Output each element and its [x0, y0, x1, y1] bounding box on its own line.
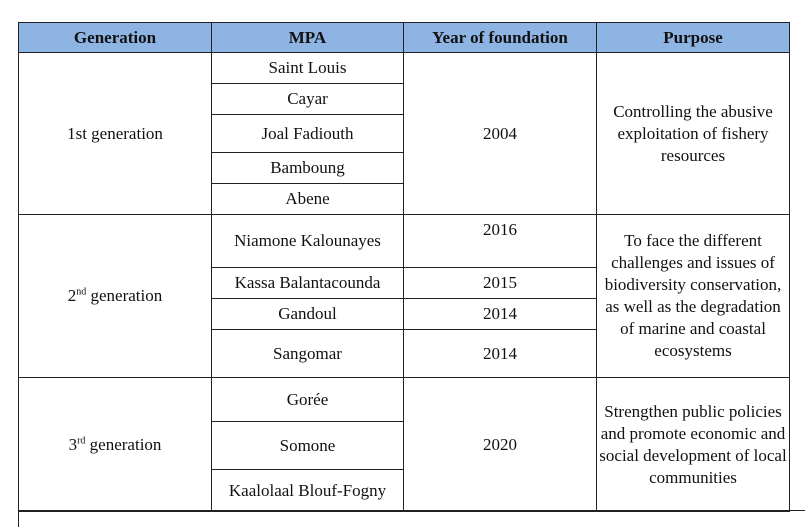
generation-cell-3	[19, 378, 212, 512]
year-cell: 2014	[404, 330, 597, 378]
mpa-cell: Saint Louis	[212, 53, 404, 84]
header-generation: Generation	[19, 23, 212, 53]
table-row	[19, 215, 790, 268]
table-row	[19, 378, 790, 422]
generation-word: generation	[85, 434, 162, 454]
generation-number: 3	[68, 434, 78, 454]
mpa-cell: Abene	[212, 184, 404, 215]
table-row	[19, 53, 790, 84]
year-cell: 2020	[404, 378, 597, 512]
mpa-cell: Gandoul	[212, 299, 404, 330]
mpa-table	[18, 22, 790, 512]
generation-number: 2	[67, 286, 77, 305]
mpa-cell: Kaalolaal Blouf-Fogny	[212, 470, 404, 512]
generation-word: generation	[86, 286, 163, 305]
mpa-cell: Gorée	[212, 378, 404, 422]
generation-cell-1: 1st generation	[19, 53, 212, 215]
header-mpa: MPA	[212, 23, 404, 53]
year-cell: 2015	[404, 268, 597, 299]
year-cell: 2014	[404, 299, 597, 330]
mpa-cell: Joal Fadiouth	[212, 115, 404, 153]
header-purpose: Purpose	[597, 23, 790, 53]
generation-cell-2	[19, 215, 212, 378]
ordinal-suffix: rd	[77, 434, 86, 446]
header-row	[19, 23, 790, 53]
ordinal-suffix: nd	[76, 286, 87, 298]
year-cell: 2004	[404, 53, 597, 215]
mpa-cell: Sangomar	[212, 330, 404, 378]
purpose-cell-1: Controlling the abusive exploitation of fishery resources	[597, 53, 790, 215]
mpa-cell: Cayar	[212, 84, 404, 115]
mpa-cell: Niamone Kalounayes	[212, 215, 404, 268]
header-year: Year of foundation	[404, 23, 597, 53]
mpa-cell: Bamboung	[212, 153, 404, 184]
next-table-edge	[18, 510, 805, 527]
year-cell: 2016	[404, 215, 597, 268]
purpose-cell-3: Strengthen public policies and promote economic and social development of local communities	[597, 378, 790, 512]
mpa-cell: Somone	[212, 422, 404, 470]
mpa-cell: Kassa Balantacounda	[212, 268, 404, 299]
purpose-cell-2: To face the different challenges and issues of biodiversity conservation, as well as the degradation of marine and coastal ecosystems	[597, 215, 790, 378]
